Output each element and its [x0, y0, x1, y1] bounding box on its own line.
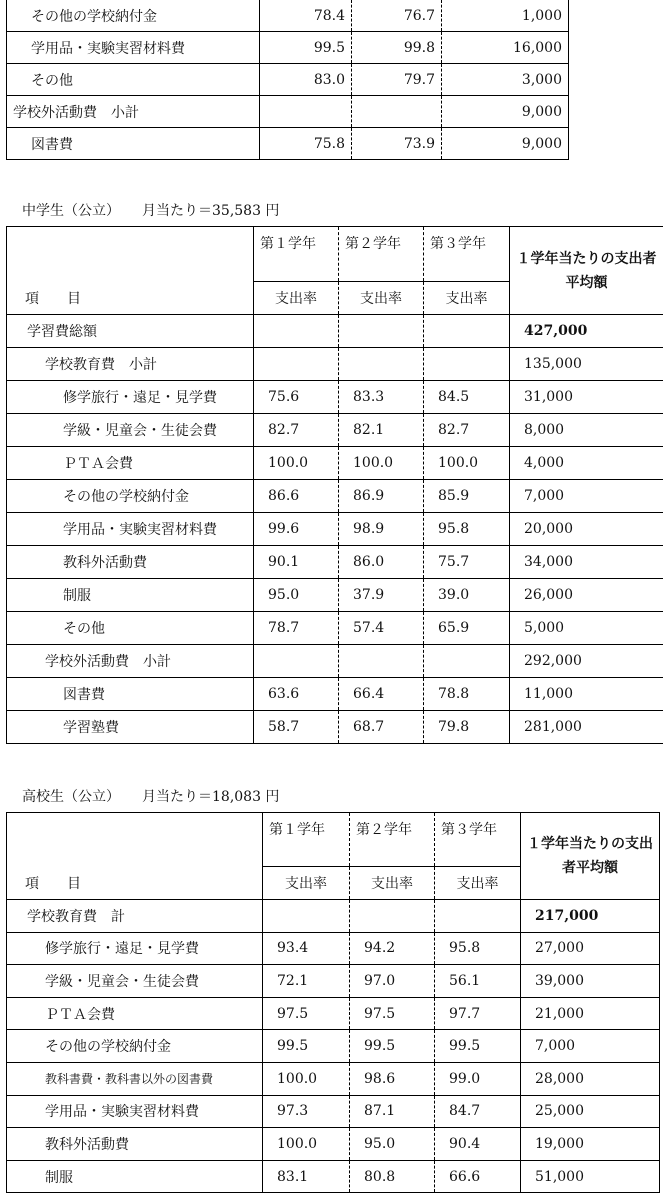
grade3-rate: 95.8	[424, 513, 510, 546]
row-label: 学校外活動費 小計	[7, 645, 254, 678]
avg-cell: 20,000	[510, 513, 663, 546]
avg-cell: 7,000	[510, 480, 663, 513]
grade2-rate: 66.4	[339, 678, 424, 711]
row-label: その他の学校納付金	[7, 480, 254, 513]
rate-header: 支出率	[435, 867, 521, 900]
rate-header: 支出率	[254, 282, 339, 315]
grade1-rate: 86.6	[254, 480, 339, 513]
grade1-rate: 100.0	[263, 1128, 350, 1161]
table-row	[7, 128, 569, 160]
grade1-rate: 83.1	[263, 1160, 350, 1193]
grade2-rate: 97.0	[350, 965, 435, 998]
row-label: 学級・児童会・生徒会費	[7, 414, 254, 447]
grade2-rate: 94.2	[350, 932, 435, 965]
grade3-rate: 75.7	[424, 546, 510, 579]
grade1-rate: 100.0	[254, 447, 339, 480]
rate-header: 支出率	[350, 867, 435, 900]
grade2-rate: 68.7	[339, 711, 424, 744]
grade2-rate: 87.1	[350, 1095, 435, 1128]
grade1-rate: 93.4	[263, 932, 350, 965]
grade1-rate	[254, 315, 339, 348]
grade2-rate	[339, 348, 424, 381]
row-label: 学用品・実験実習材料費	[7, 1095, 263, 1128]
avg-cell: 51,000	[521, 1160, 660, 1193]
rate-cell: 73.9	[352, 128, 442, 160]
rate-cell	[260, 96, 352, 128]
grade1-rate: 90.1	[254, 546, 339, 579]
high-caption-label: 高校生（公立）	[22, 789, 120, 805]
avg-cell: 3,000	[442, 64, 569, 96]
row-label: 教科外活動費	[7, 1128, 263, 1161]
grade2-rate: 86.9	[339, 480, 424, 513]
table-row	[7, 480, 663, 513]
row-label: 学校教育費 計	[7, 900, 263, 933]
avg-cell: 281,000	[510, 711, 663, 744]
grade3-rate	[435, 900, 521, 933]
grade2-rate: 100.0	[339, 447, 424, 480]
grade2-rate: 57.4	[339, 612, 424, 645]
grade2-rate	[339, 315, 424, 348]
grade2-rate: 83.3	[339, 381, 424, 414]
row-label: その他の学校納付金	[7, 1030, 263, 1063]
grade3-rate: 100.0	[424, 447, 510, 480]
rate-cell: 75.8	[260, 128, 352, 160]
grade1-rate: 82.7	[254, 414, 339, 447]
row-label: 学校教育費 小計	[7, 348, 254, 381]
row-label: 学習塾費	[7, 711, 254, 744]
avg-cell: 427,000	[510, 315, 663, 348]
high-caption-monthly: 月当たり＝18,083 円	[142, 789, 280, 805]
table-row	[7, 348, 663, 381]
avg-cell: 28,000	[521, 1062, 660, 1095]
grade3-rate	[424, 348, 510, 381]
table-row	[7, 579, 663, 612]
grade3-header: 第３学年	[435, 813, 521, 867]
grade1-rate: 99.5	[263, 1030, 350, 1063]
rate-cell: 76.7	[352, 0, 442, 32]
grade1-rate: 78.7	[254, 612, 339, 645]
avg-header: １学年当たりの支出者平均額	[521, 813, 660, 900]
row-label: その他	[7, 64, 260, 96]
table-row	[7, 900, 660, 933]
avg-cell: 16,000	[442, 32, 569, 64]
grade1-rate	[263, 900, 350, 933]
grade1-rate: 97.5	[263, 997, 350, 1030]
table-row	[7, 1160, 660, 1193]
row-label: 教科書費・教科書以外の図書費	[7, 1062, 263, 1095]
grade2-header: 第２学年	[350, 813, 435, 867]
grade2-rate: 86.0	[339, 546, 424, 579]
table-row	[7, 447, 663, 480]
grade2-rate	[350, 900, 435, 933]
avg-cell: 135,000	[510, 348, 663, 381]
middle-school-caption	[22, 200, 279, 220]
grade1-header: 第１学年	[263, 813, 350, 867]
grade3-rate: 99.5	[435, 1030, 521, 1063]
grade3-rate: 90.4	[435, 1128, 521, 1161]
table-row	[7, 1128, 660, 1161]
item-header: 項 目	[7, 813, 263, 900]
rate-header: 支出率	[339, 282, 424, 315]
row-label: 学習費総額	[7, 315, 254, 348]
avg-cell: 217,000	[521, 900, 660, 933]
grade3-rate: 85.9	[424, 480, 510, 513]
avg-cell: 27,000	[521, 932, 660, 965]
table-row	[7, 32, 569, 64]
avg-cell: 292,000	[510, 645, 663, 678]
row-label: その他の学校納付金	[7, 0, 260, 32]
row-label: 学校外活動費 小計	[7, 96, 260, 128]
table-row	[7, 0, 569, 32]
grade1-rate: 58.7	[254, 711, 339, 744]
rate-cell	[352, 96, 442, 128]
grade3-header: 第３学年	[424, 227, 510, 282]
grade1-rate: 97.3	[263, 1095, 350, 1128]
grade2-header: 第２学年	[339, 227, 424, 282]
row-label: ＰＴＡ会費	[7, 447, 254, 480]
rate-cell: 99.5	[260, 32, 352, 64]
grade2-rate: 98.9	[339, 513, 424, 546]
grade3-rate: 66.6	[435, 1160, 521, 1193]
table-row	[7, 1030, 660, 1063]
rate-cell: 78.4	[260, 0, 352, 32]
row-label: 教科外活動費	[7, 546, 254, 579]
grade2-rate: 82.1	[339, 414, 424, 447]
grade1-rate: 95.0	[254, 579, 339, 612]
row-label: 図書費	[7, 128, 260, 160]
item-header: 項 目	[7, 227, 254, 315]
rate-header: 支出率	[263, 867, 350, 900]
avg-cell: 5,000	[510, 612, 663, 645]
grade3-rate: 56.1	[435, 965, 521, 998]
elementary-table-continuation	[6, 0, 569, 160]
grade1-header: 第１学年	[254, 227, 339, 282]
grade3-rate: 97.7	[435, 997, 521, 1030]
table-row	[7, 315, 663, 348]
row-label: ＰＴＡ会費	[7, 997, 263, 1030]
grade3-rate: 78.8	[424, 678, 510, 711]
table-row	[7, 965, 660, 998]
avg-cell: 26,000	[510, 579, 663, 612]
row-label: 修学旅行・遠足・見学費	[7, 381, 254, 414]
grade1-rate	[254, 645, 339, 678]
grade3-rate: 95.8	[435, 932, 521, 965]
table-row	[7, 711, 663, 744]
table-row	[7, 932, 660, 965]
row-label: 学用品・実験実習材料費	[7, 513, 254, 546]
table-row	[7, 546, 663, 579]
grade3-rate: 99.0	[435, 1062, 521, 1095]
table-row	[7, 414, 663, 447]
grade2-rate: 98.6	[350, 1062, 435, 1095]
grade1-rate: 100.0	[263, 1062, 350, 1095]
grade1-rate: 72.1	[263, 965, 350, 998]
avg-cell: 9,000	[442, 128, 569, 160]
grade1-rate: 63.6	[254, 678, 339, 711]
grade1-rate: 75.6	[254, 381, 339, 414]
grade2-rate: 80.8	[350, 1160, 435, 1193]
row-label: 学用品・実験実習材料費	[7, 32, 260, 64]
rate-header: 支出率	[424, 282, 510, 315]
row-label: 図書費	[7, 678, 254, 711]
row-label: 学級・児童会・生徒会費	[7, 965, 263, 998]
grade3-rate: 65.9	[424, 612, 510, 645]
table-row	[7, 997, 660, 1030]
middle-school-table	[6, 226, 663, 744]
avg-cell: 34,000	[510, 546, 663, 579]
table-row	[7, 612, 663, 645]
grade3-rate: 39.0	[424, 579, 510, 612]
avg-cell: 21,000	[521, 997, 660, 1030]
avg-cell: 1,000	[442, 0, 569, 32]
table-row	[7, 381, 663, 414]
table-row	[7, 1095, 660, 1128]
avg-cell: 39,000	[521, 965, 660, 998]
avg-cell: 7,000	[521, 1030, 660, 1063]
row-label: 修学旅行・遠足・見学費	[7, 932, 263, 965]
grade3-rate: 79.8	[424, 711, 510, 744]
middle-caption-monthly: 月当たり＝35,583 円	[142, 203, 280, 219]
grade3-rate: 84.5	[424, 381, 510, 414]
row-label: 制服	[7, 579, 254, 612]
rate-cell: 79.7	[352, 64, 442, 96]
grade1-rate: 99.6	[254, 513, 339, 546]
grade3-rate	[424, 645, 510, 678]
table-row	[7, 1062, 660, 1095]
grade3-rate: 84.7	[435, 1095, 521, 1128]
rate-cell: 83.0	[260, 64, 352, 96]
row-label: その他	[7, 612, 254, 645]
grade2-rate: 95.0	[350, 1128, 435, 1161]
table-row	[7, 96, 569, 128]
row-label: 制服	[7, 1160, 263, 1193]
avg-cell: 31,000	[510, 381, 663, 414]
avg-cell: 25,000	[521, 1095, 660, 1128]
grade1-rate	[254, 348, 339, 381]
avg-cell: 9,000	[442, 96, 569, 128]
avg-cell: 4,000	[510, 447, 663, 480]
avg-cell: 11,000	[510, 678, 663, 711]
high-school-table	[6, 812, 660, 1193]
grade2-rate: 37.9	[339, 579, 424, 612]
table-row	[7, 64, 569, 96]
avg-cell: 19,000	[521, 1128, 660, 1161]
grade3-rate	[424, 315, 510, 348]
table-row	[7, 513, 663, 546]
rate-cell: 99.8	[352, 32, 442, 64]
high-school-caption	[22, 786, 279, 806]
table-row	[7, 678, 663, 711]
grade3-rate: 82.7	[424, 414, 510, 447]
grade2-rate	[339, 645, 424, 678]
avg-header: １学年当たりの支出者平均額	[510, 227, 663, 315]
avg-cell: 8,000	[510, 414, 663, 447]
middle-caption-label: 中学生（公立）	[22, 203, 120, 219]
table-row	[7, 645, 663, 678]
grade2-rate: 97.5	[350, 997, 435, 1030]
grade2-rate: 99.5	[350, 1030, 435, 1063]
